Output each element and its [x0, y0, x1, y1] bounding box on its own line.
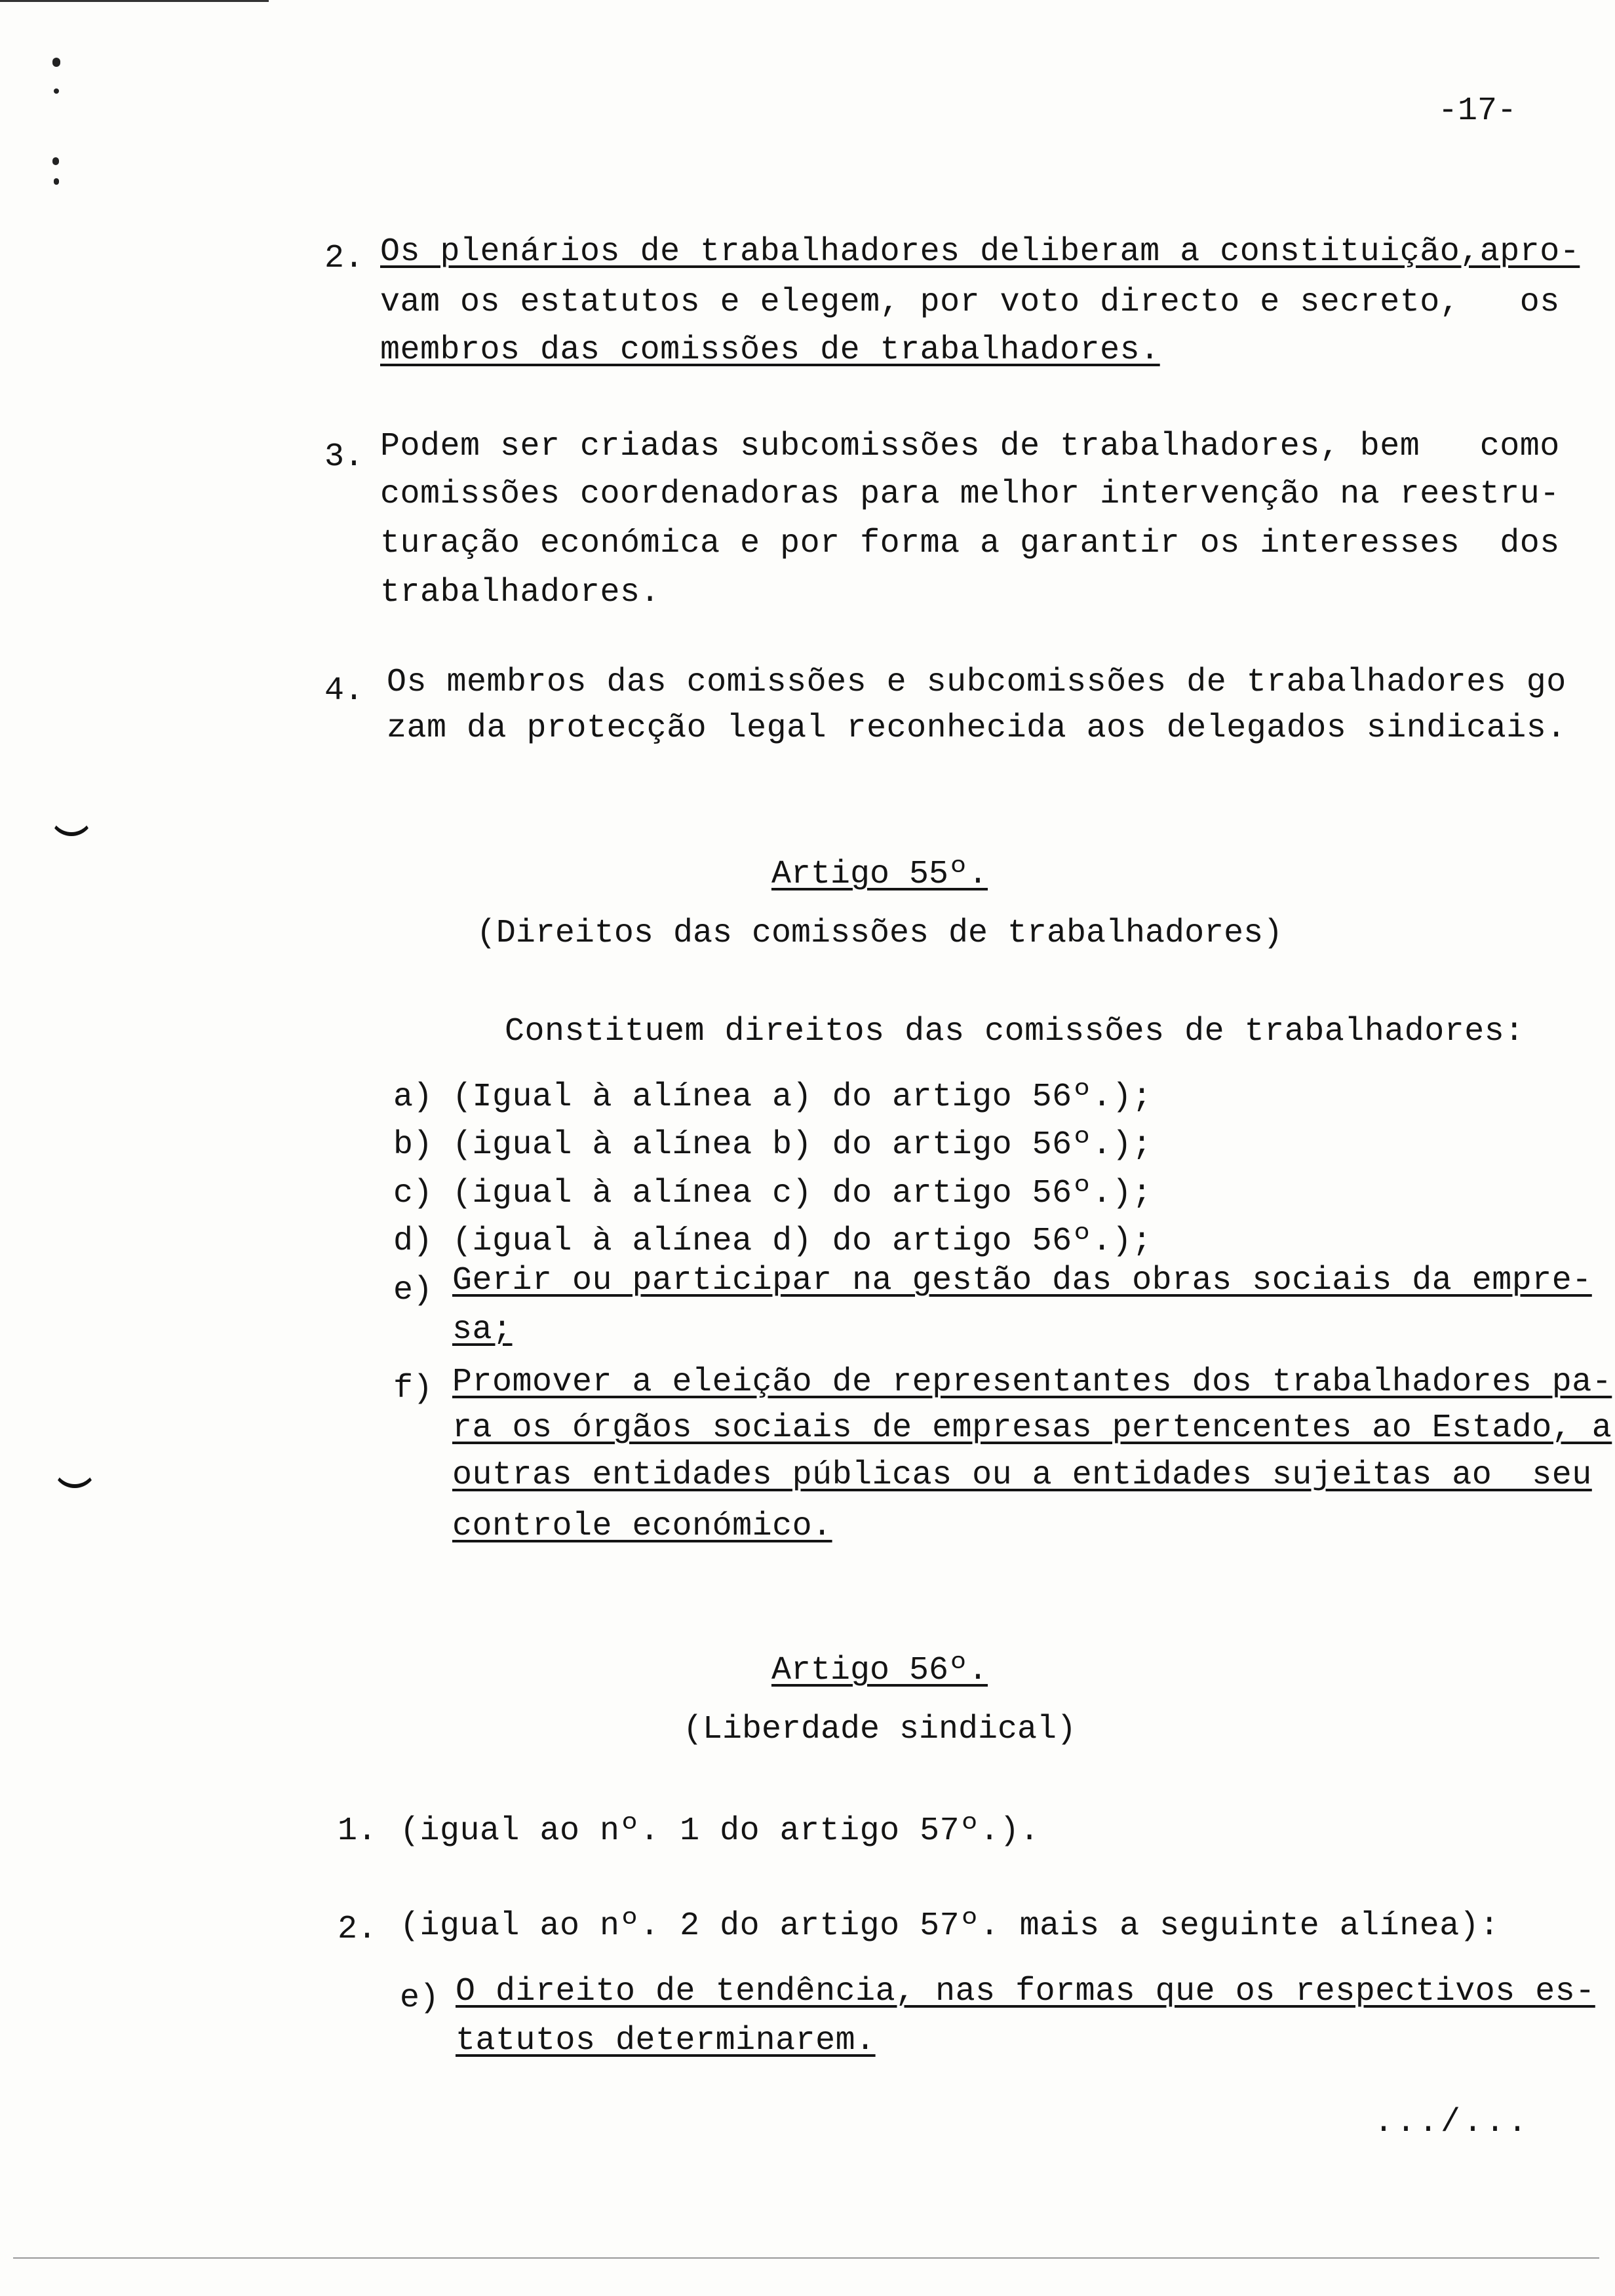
item-number: 4.	[324, 672, 364, 710]
binder-hole-mark	[49, 806, 94, 836]
item-letter: b)	[393, 1126, 433, 1164]
article-55-f-line-3: outras entidades públicas ou a entidades sujeitas ao seu	[452, 1457, 1592, 1494]
page-number: -17-	[1437, 92, 1517, 130]
item-letter: c)	[393, 1175, 433, 1212]
item-2-line-1: Os plenários de trabalhadores deliberam a constituição,apro-	[380, 233, 1580, 271]
article-55-f-line-1: Promover a eleição de representantes dos trabalhadores pa-	[452, 1364, 1612, 1401]
article-55-c: (igual à alínea c) do artigo 56º.);	[452, 1175, 1152, 1212]
margin-dot	[52, 157, 59, 165]
article-56-e-line-1: O direito de tendência, nas formas que os respectivos es-	[456, 1973, 1595, 2010]
item-2-line-3: membros das comissões de trabalhadores.	[380, 332, 1160, 369]
item-letter: f)	[393, 1370, 433, 1407]
article-55-heading: Artigo 55º.	[771, 856, 988, 893]
article-55-f-line-4: controle económico.	[452, 1508, 832, 1545]
article-55-e-line-1: Gerir ou participar na gestão das obras sociais da empre-	[452, 1262, 1592, 1299]
item-3-line-1: Podem ser criadas subcomissões de trabalhadores, bem como	[380, 428, 1560, 465]
article-55-a: (Igual à alínea a) do artigo 56º.);	[452, 1079, 1152, 1116]
article-55-b: (igual à alínea b) do artigo 56º.);	[452, 1126, 1152, 1164]
item-letter: d)	[393, 1223, 433, 1260]
continuation-marker: .../...	[1373, 2104, 1530, 2141]
article-56-e-line-2: tatutos determinarem.	[456, 2022, 876, 2059]
item-letter: e)	[400, 1980, 440, 2017]
article-56-heading: Artigo 56º.	[771, 1652, 988, 1689]
item-letter: a)	[393, 1079, 433, 1116]
item-3-line-3: turação económica e por forma a garantir os interesses dos	[380, 525, 1560, 562]
article-56-subtitle: (Liberdade sindical)	[682, 1711, 1077, 1748]
scan-edge-bottom	[13, 2257, 1599, 2259]
article-56-item-2: (igual ao nº. 2 do artigo 57º. mais a seguinte alínea):	[400, 1907, 1500, 1945]
binder-hole-mark	[52, 1458, 97, 1488]
item-4-line-2: zam da protecção legal reconhecida aos delegados sindicais.	[387, 710, 1566, 747]
item-3-line-4: trabalhadores.	[380, 574, 661, 611]
item-2-line-2: vam os estatutos e elegem, por voto directo e secreto, os	[380, 284, 1560, 321]
margin-dot	[54, 88, 59, 94]
article-55-intro: Constituem direitos das comissões de trabalhadores:	[505, 1013, 1525, 1050]
item-number: 2.	[324, 240, 364, 277]
item-4-line-1: Os membros das comissões e subcomissões de trabalhadores go	[387, 664, 1566, 701]
article-55-f-line-2: ra os órgãos sociais de empresas pertencentes ao Estado, a	[452, 1409, 1612, 1447]
margin-dot	[52, 58, 60, 67]
item-letter: e)	[393, 1272, 433, 1309]
item-number: 2.	[338, 1911, 378, 1948]
article-55-e-line-2: sa;	[452, 1311, 513, 1349]
scan-edge-top	[0, 0, 269, 2]
article-55-d: (igual à alínea d) do artigo 56º.);	[452, 1223, 1152, 1260]
article-55-subtitle: (Direitos das comissões de trabalhadores)	[476, 915, 1283, 952]
margin-dot	[54, 178, 59, 185]
item-3-line-2: comissões coordenadoras para melhor intervenção na reestru-	[380, 476, 1560, 513]
item-number: 3.	[324, 438, 364, 476]
article-56-item-1: (igual ao nº. 1 do artigo 57º.).	[400, 1812, 1040, 1850]
item-number: 1.	[338, 1812, 378, 1850]
